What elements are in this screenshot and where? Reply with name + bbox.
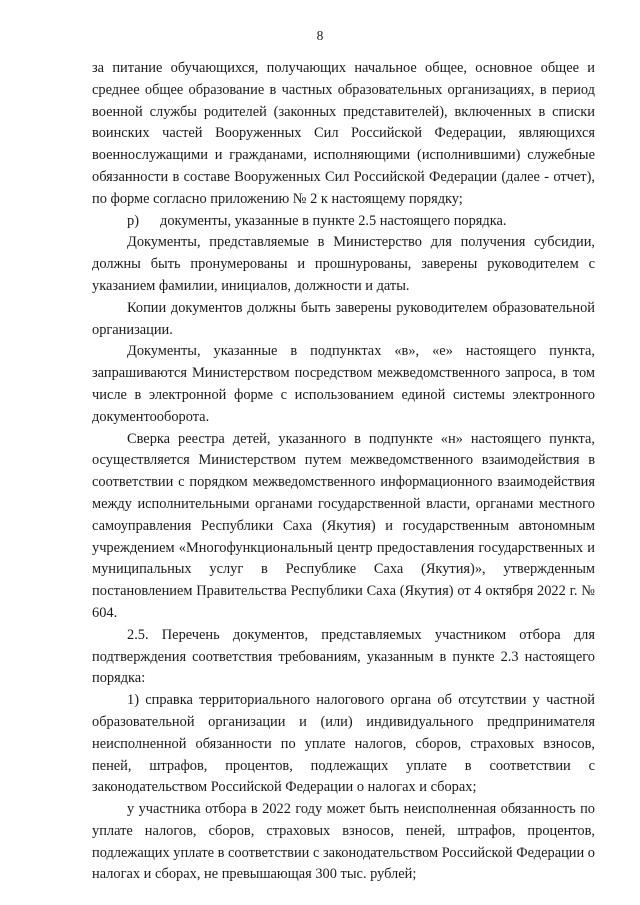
list-item-r (92, 211, 595, 233)
document-body (92, 58, 595, 886)
list-item-text: документы, указанные в пункте 2.5 настоящего порядка. (160, 212, 507, 229)
paragraph-tax-certificate: 1) справка территориального налогового органа об отсутствии у частной образовательной организации и (или) индивидуального предпринимателя неисполненной обязанности по уплате налогов, сборов, страховых взносов, пеней, штрафов, процентов, подлежащих уплате в соответствии с законодательством Российской Федерации о налогах и сборах; (92, 692, 595, 796)
paragraph-report-continuation: за питание обучающихся, получающих начальное общее, основное общее и среднее общее образование в частных образовательных организациях, в период военной службы родителей (законных представителей), включенных в списки воинских частей Вооруженных Сил Российской Федерации, являющихся военнослужащими и гражданами, исполняющими (исполнившими) служебные обязанности в составе Вооруженных Сил Российской Федерации (далее - отчет), по форме согласно приложению № 2 к настоящему порядку; (92, 60, 595, 207)
paragraph-tax-debt-allowance: у участника отбора в 2022 году может быть неисполненная обязанность по уплате налогов, сборов, страховых взносов, пеней, штрафов, процентов, подлежащих уплате в соответствии с законодательством Российской Федерации о налогах и сборах, не превышающая 300 тыс. рублей; (92, 801, 595, 883)
list-item-label: р) (127, 212, 139, 229)
paragraph-documents-requirements: Документы, представляемые в Министерство для получения субсидии, должны быть пронумерованы и прошнурованы, заверены руководителем с указанием фамилии, инициалов, должности и даты. (92, 234, 595, 294)
paragraph-copies-certified: Копии документов должны быть заверены руководителем образовательной организации. (92, 299, 595, 338)
paragraph-section-2-5: 2.5. Перечень документов, представляемых участником отбора для подтверждения соответствия требованиям, указанным в пункте 2.3 настоящего порядка: (92, 626, 595, 687)
page-number: 8 (316, 28, 324, 43)
paragraph-registry-reconciliation: Сверка реестра детей, указанного в подпункте «н» настоящего пункта, осуществляется Министерством путем межведомственного взаимодействия в соответствии с порядком межведомственного информационного взаимодействия между исполнительными органами государственной власти, органами местного самоуправления Республики Саха (Якутия) и государственным автономным учреждением «Многофункциональный центр предоставления государственных и муниципальных услуг в Республике Саха (Якутия)», утвержденным постановлением Правительства Республики Саха (Якутия) от 4 октября 2022 г. № 604. (92, 430, 595, 621)
paragraph-interagency-request: Документы, указанные в подпунктах «в», «е» настоящего пункта, запрашиваются Министерством посредством межведомственного запроса, в том числе в электронной форме с использованием единой системы электронного документооборота. (92, 343, 595, 425)
